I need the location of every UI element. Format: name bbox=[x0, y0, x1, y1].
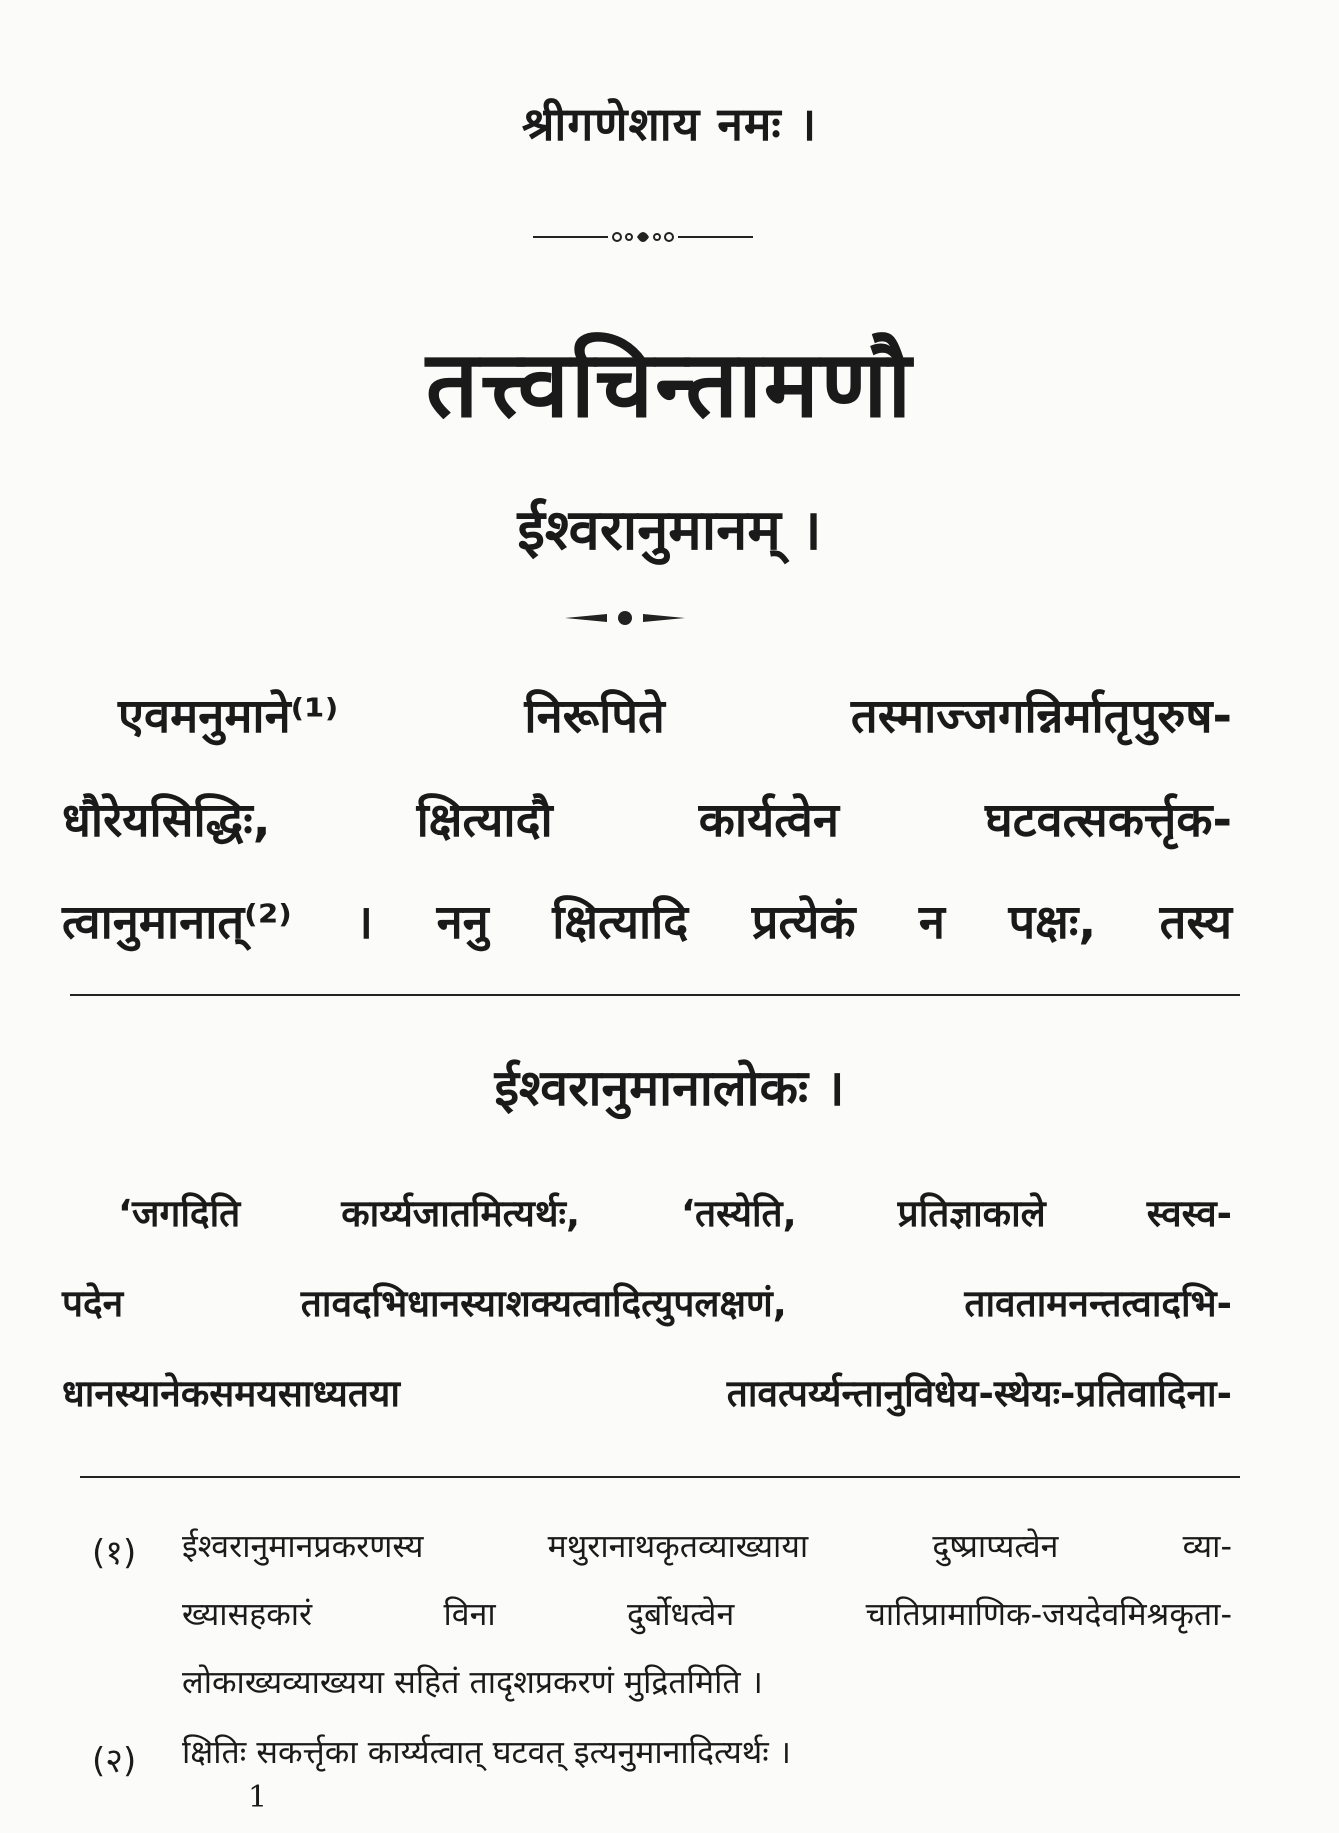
footnote-marker: (२) bbox=[92, 1741, 137, 1781]
commentary-title: ईश्वरानुमानालोकः । bbox=[494, 1059, 845, 1117]
ornament-divider-top bbox=[533, 225, 753, 249]
invocation-heading: श्रीगणेशाय नमः । bbox=[521, 97, 818, 151]
page-number: 1 bbox=[248, 1780, 268, 1815]
footnote-line: लोकाख्यव्याख्यया सहितं तादृशप्रकरणं मुद्रितमिति । bbox=[182, 1663, 763, 1701]
main-title: तत्त्वचिन्तामणौ bbox=[425, 331, 914, 438]
section-title: ईश्वरानुमानम् । bbox=[517, 498, 822, 563]
body-line: धौरेयसिद्धिः, क्षित्यादौ कार्यत्वेन घटवत्सकर्त्तृक- bbox=[62, 793, 1232, 848]
section-rule bbox=[70, 994, 1240, 996]
footnote-marker: (१) bbox=[92, 1533, 137, 1573]
ornament-divider-middle bbox=[565, 606, 685, 630]
body-line: एवमनुमाने⁽¹⁾ निरूपिते तस्माज्जगन्निर्मातृपुरुष- bbox=[118, 689, 1232, 744]
footnote-line: ख्यासहकारं विना दुर्बोधत्वेन चातिप्रामाणिक-जयदेवमिश्रकृता- bbox=[182, 1595, 1232, 1633]
body-line: त्वानुमानात्⁽²⁾ । ननु क्षित्यादि प्रत्येकं न पक्षः, तस्य bbox=[62, 895, 1232, 950]
footnote-line: ईश्वरानुमानप्रकरणस्य मथुरानाथकृतव्याख्याया दुष्प्राप्यत्वेन व्या- bbox=[182, 1527, 1232, 1565]
commentary-line: पदेन तावदभिधानस्याशक्यत्वादित्युपलक्षणं, तावतामनन्तत्वादभि- bbox=[62, 1282, 1232, 1325]
footnote-line: क्षितिः सकर्त्तृका कार्य्यत्वात् घटवत् इत्यनुमानादित्यर्थः । bbox=[182, 1733, 792, 1771]
footnote-rule bbox=[80, 1476, 1240, 1478]
commentary-line: ‘जगदिति कार्य्यजातमित्यर्थः, ‘तस्येति, प्रतिज्ञाकाले स्वस्व- bbox=[118, 1192, 1232, 1235]
commentary-line: धानस्यानेकसमयसाध्यतया तावत्पर्य्यन्तानुविधेय-स्थेयः-प्रतिवादिना- bbox=[62, 1372, 1232, 1415]
